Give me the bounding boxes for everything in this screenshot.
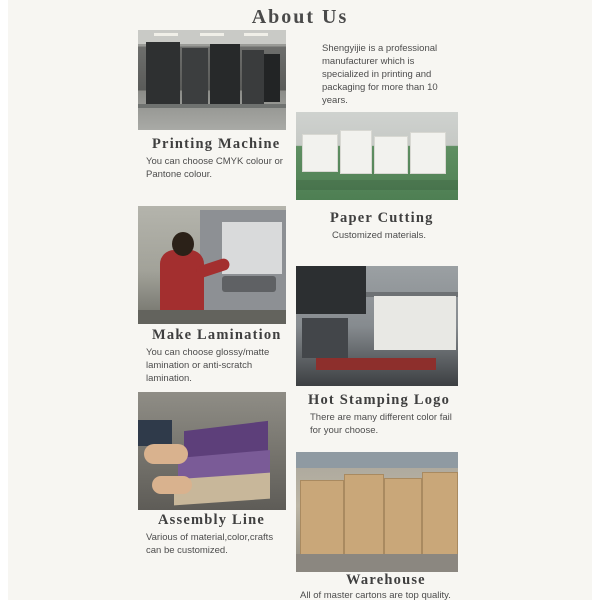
warehouse-body: All of master cartons are top quality. <box>300 590 451 600</box>
right-margin <box>592 0 600 600</box>
make-lamination-photo <box>138 206 286 324</box>
assembly-line-body: Various of material,color,crafts can be customized. <box>146 532 274 556</box>
left-margin <box>0 0 8 600</box>
intro-paragraph: Shengyijie is a professional manufacturer which is specialized in printing and packaging for more than 10 years. <box>322 43 438 106</box>
warehouse-title: Warehouse <box>346 572 426 588</box>
printing-machine-body: You can choose CMYK colour or Pantone colour. <box>146 156 283 180</box>
make-lamination-title: Make Lamination <box>152 327 282 343</box>
warehouse-photo <box>296 452 458 572</box>
paper-cutting-title: Paper Cutting <box>330 210 434 226</box>
assembly-line-photo <box>138 392 286 510</box>
hot-stamping-logo-photo <box>296 266 458 386</box>
make-lamination-body: You can choose glossy/matte lamination or anti-scratch lamination. <box>146 347 270 384</box>
page-title: About Us <box>251 6 349 28</box>
paper-cutting-photo <box>296 112 458 200</box>
paper-cutting-body: Customized materials. <box>332 230 426 241</box>
printing-machine-photo <box>138 30 286 130</box>
printing-machine-title: Printing Machine <box>152 136 281 152</box>
hot-stamping-logo-body: There are many different color fail for your choose. <box>310 412 452 436</box>
hot-stamping-logo-title: Hot Stamping Logo <box>308 392 451 408</box>
assembly-line-title: Assembly Line <box>158 512 266 528</box>
